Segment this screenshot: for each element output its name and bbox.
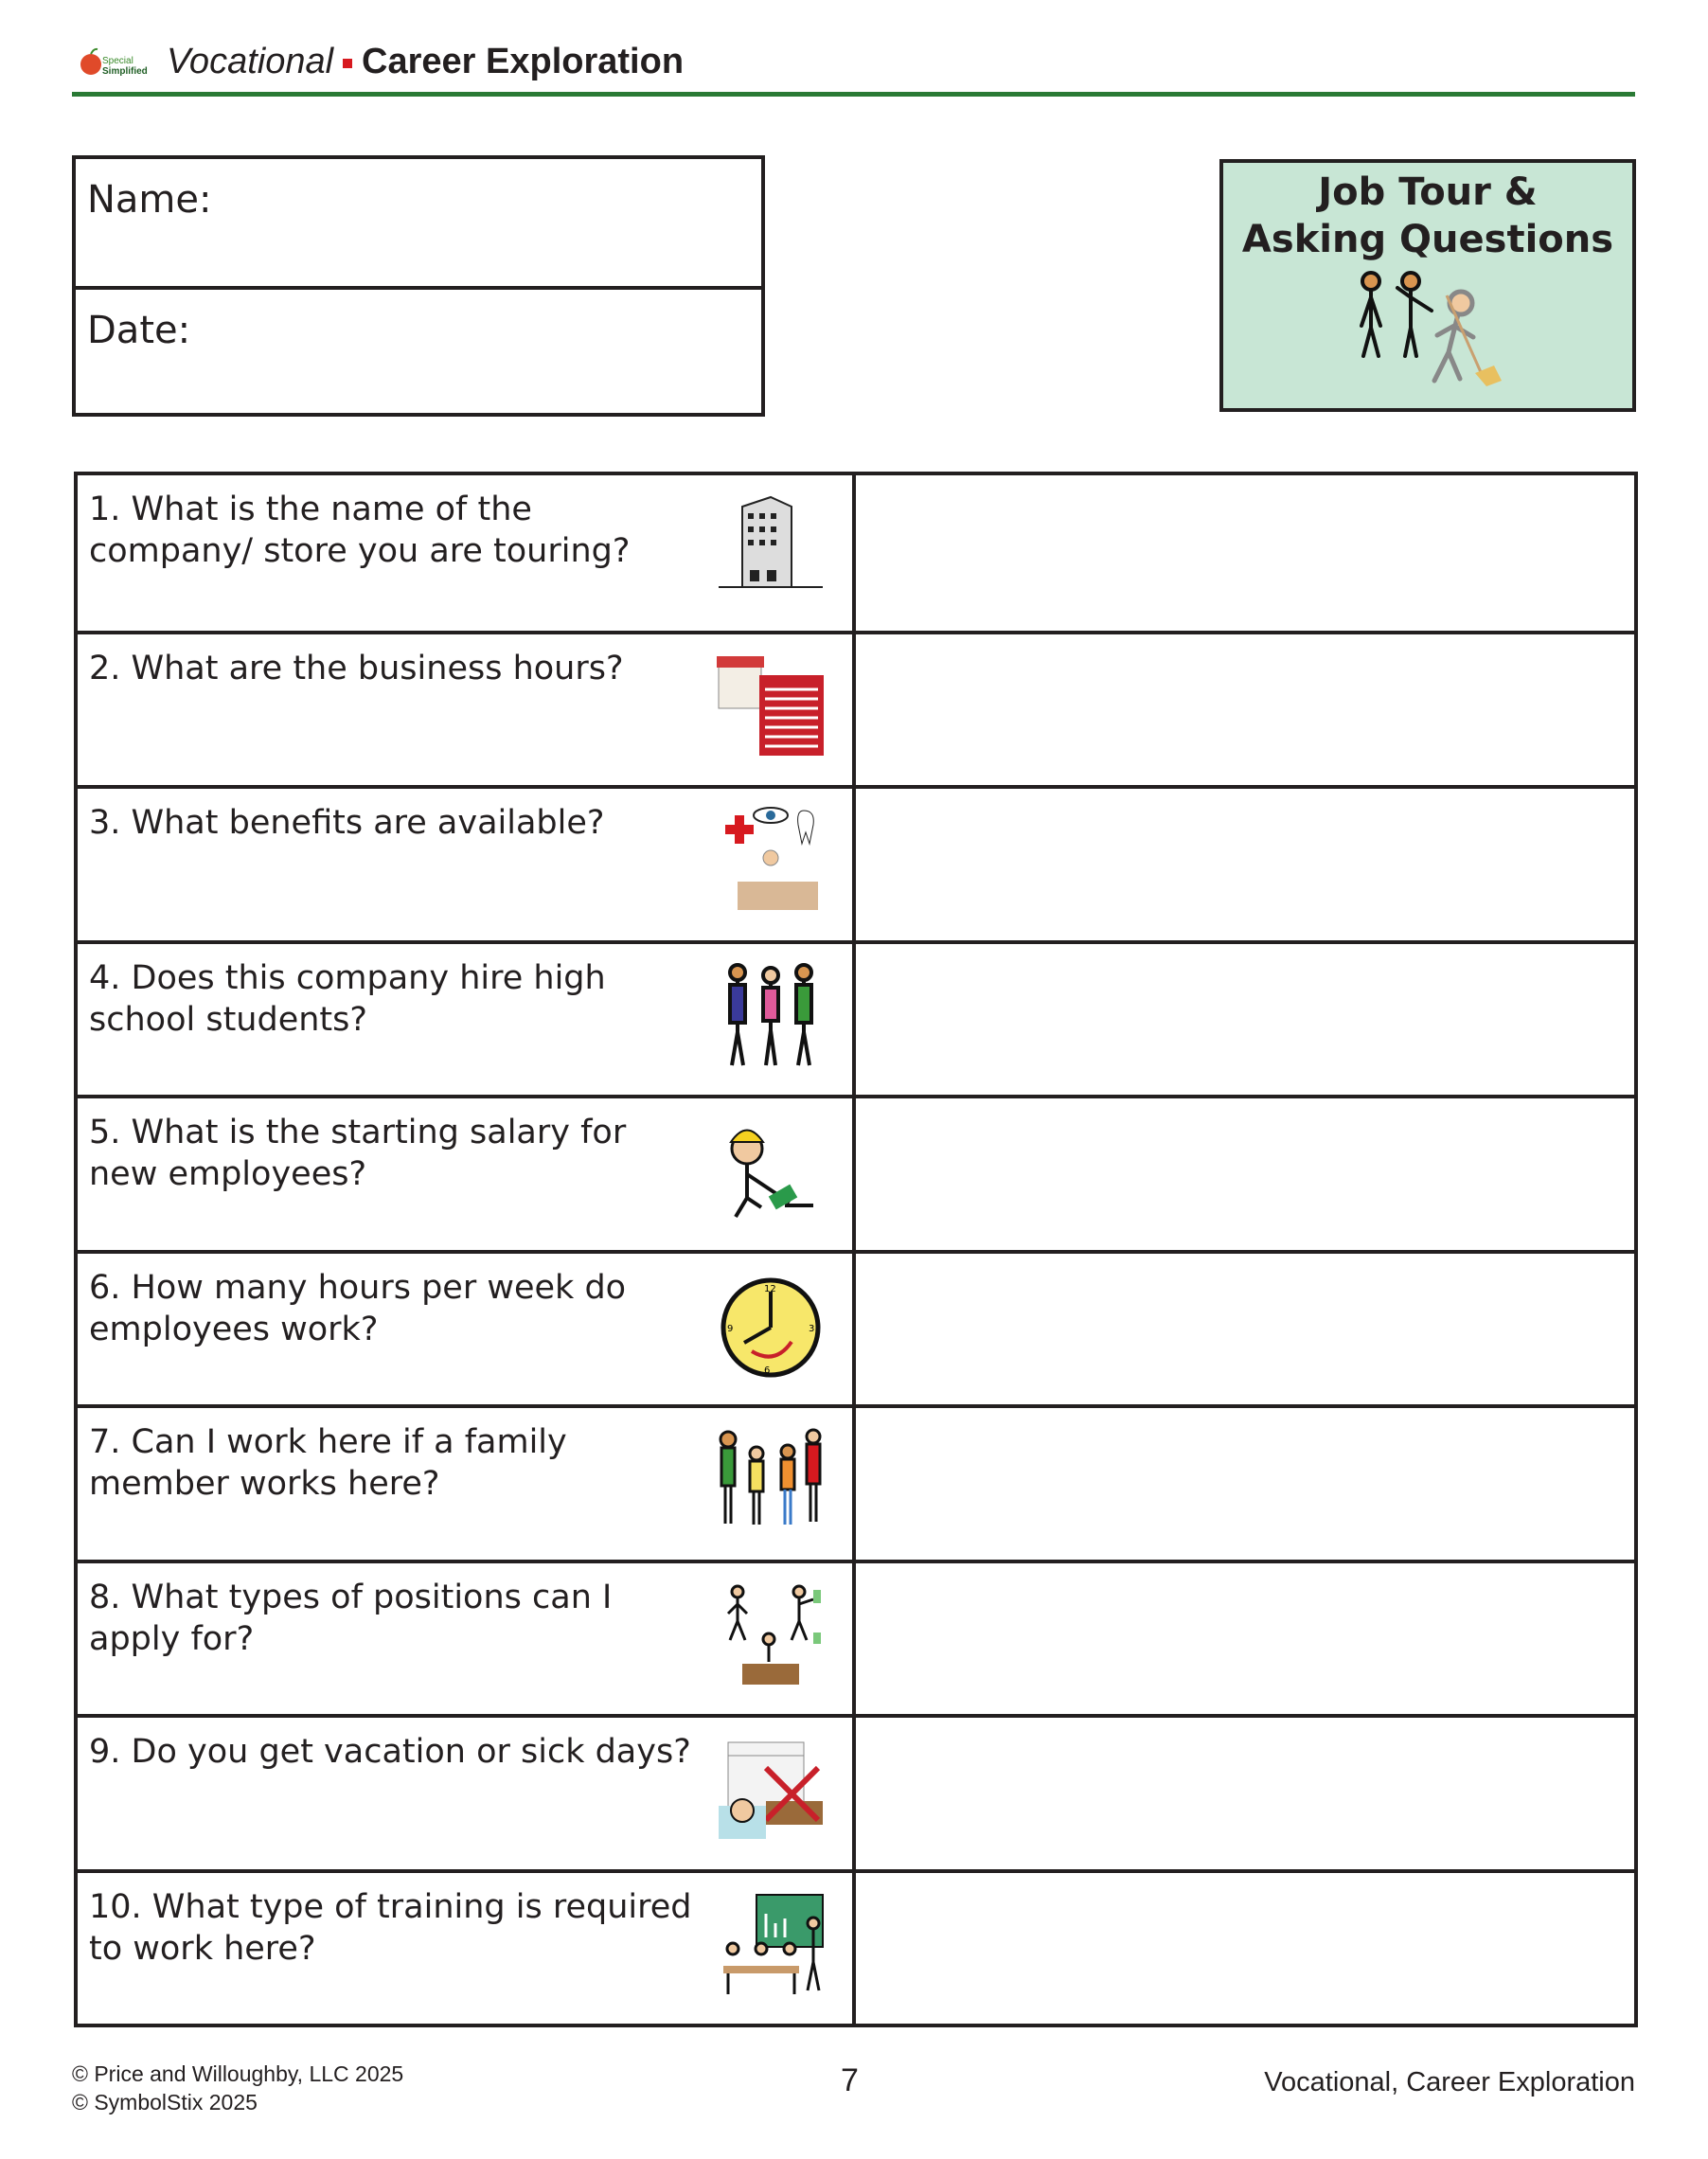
header-rule bbox=[72, 92, 1635, 97]
svg-text:Special: Special bbox=[102, 56, 133, 66]
activity-box bbox=[1219, 159, 1636, 412]
date-label: Date: bbox=[87, 309, 191, 352]
page-number: 7 bbox=[841, 2062, 859, 2098]
answer-cell[interactable] bbox=[856, 1098, 1634, 1250]
question-cell bbox=[78, 1254, 856, 1405]
clock-icon bbox=[714, 1271, 827, 1384]
question-text: 10. What type of training is required to work here? bbox=[89, 1887, 692, 1968]
activity-title bbox=[1223, 169, 1632, 263]
question-text: 1. What is the name of the company/ store you are touring? bbox=[89, 491, 631, 570]
separator-square bbox=[343, 59, 352, 68]
subject-label: Vocational bbox=[167, 42, 334, 81]
title-line: Asking Questions bbox=[1241, 218, 1614, 261]
question-cell bbox=[78, 1563, 856, 1715]
copyright-line: © SymbolStix 2025 bbox=[72, 2090, 258, 2114]
footer-copyright bbox=[72, 2060, 403, 2116]
page-header bbox=[72, 36, 1635, 95]
salary-icon bbox=[714, 1115, 827, 1229]
answer-cell[interactable] bbox=[856, 944, 1634, 1096]
question-cell bbox=[78, 789, 856, 940]
question-text: 6. How many hours per week do employees work? bbox=[89, 1268, 627, 1348]
table-row bbox=[78, 631, 1634, 786]
table-row bbox=[78, 940, 1634, 1096]
question-text: 5. What is the starting salary for new employees? bbox=[89, 1114, 627, 1193]
copyright-line: © Price and Willoughby, LLC 2025 bbox=[72, 2061, 404, 2086]
svg-text:Simplified: Simplified bbox=[102, 66, 148, 77]
table-row bbox=[78, 785, 1634, 940]
answer-cell[interactable] bbox=[856, 1254, 1634, 1405]
header-title bbox=[167, 42, 684, 82]
questions-table bbox=[74, 472, 1638, 2027]
date-field[interactable] bbox=[76, 286, 761, 413]
question-text: 4. Does this company hire high school students? bbox=[89, 958, 606, 1039]
answer-cell[interactable] bbox=[856, 475, 1634, 631]
benefits-icon bbox=[714, 806, 827, 919]
question-text: 9. Do you get vacation or sick days? bbox=[89, 1733, 691, 1771]
svg-text:12: 12 bbox=[764, 1283, 776, 1294]
question-text: 3. What benefits are available? bbox=[89, 804, 605, 842]
table-row bbox=[78, 1714, 1634, 1869]
answer-cell[interactable] bbox=[856, 1563, 1634, 1715]
question-cell bbox=[78, 475, 856, 631]
footer-section-label: Vocational, Career Exploration bbox=[1264, 2067, 1635, 2097]
people-touring-icon bbox=[1343, 267, 1513, 390]
question-cell bbox=[78, 944, 856, 1096]
table-row bbox=[78, 1250, 1634, 1405]
question-text: 7. Can I work here if a family member works here? bbox=[89, 1423, 567, 1503]
question-cell bbox=[78, 1098, 856, 1250]
answer-cell[interactable] bbox=[856, 634, 1634, 786]
svg-text:6: 6 bbox=[764, 1365, 771, 1376]
question-text: 8. What types of positions can I apply for? bbox=[89, 1578, 613, 1658]
students-icon bbox=[714, 961, 827, 1075]
name-label: Name: bbox=[87, 178, 212, 222]
answer-cell[interactable] bbox=[856, 789, 1634, 940]
svg-text:9: 9 bbox=[727, 1323, 734, 1334]
answer-cell[interactable] bbox=[856, 1408, 1634, 1560]
question-cell bbox=[78, 634, 856, 786]
training-icon bbox=[714, 1890, 827, 2004]
name-field[interactable] bbox=[76, 159, 761, 286]
answer-cell[interactable] bbox=[856, 1873, 1634, 2025]
table-row bbox=[78, 1095, 1634, 1250]
question-cell bbox=[78, 1718, 856, 1869]
name-date-box bbox=[72, 155, 765, 417]
table-row bbox=[78, 475, 1634, 631]
table-row bbox=[78, 1560, 1634, 1715]
title-label: Career Exploration bbox=[362, 42, 685, 81]
specialed-simplified-logo bbox=[78, 45, 153, 83]
company-building-icon bbox=[714, 492, 827, 606]
question-cell bbox=[78, 1408, 856, 1560]
table-row bbox=[78, 1404, 1634, 1560]
title-line: Job Tour & bbox=[1318, 170, 1538, 214]
positions-icon bbox=[714, 1580, 827, 1694]
table-row bbox=[78, 1869, 1634, 2025]
question-text: 2. What are the business hours? bbox=[89, 649, 624, 687]
store-hours-icon bbox=[714, 651, 827, 765]
family-icon bbox=[714, 1425, 827, 1539]
question-cell bbox=[78, 1873, 856, 2025]
svg-text:3: 3 bbox=[809, 1323, 815, 1334]
sick-days-icon bbox=[714, 1735, 827, 1848]
answer-cell[interactable] bbox=[856, 1718, 1634, 1869]
